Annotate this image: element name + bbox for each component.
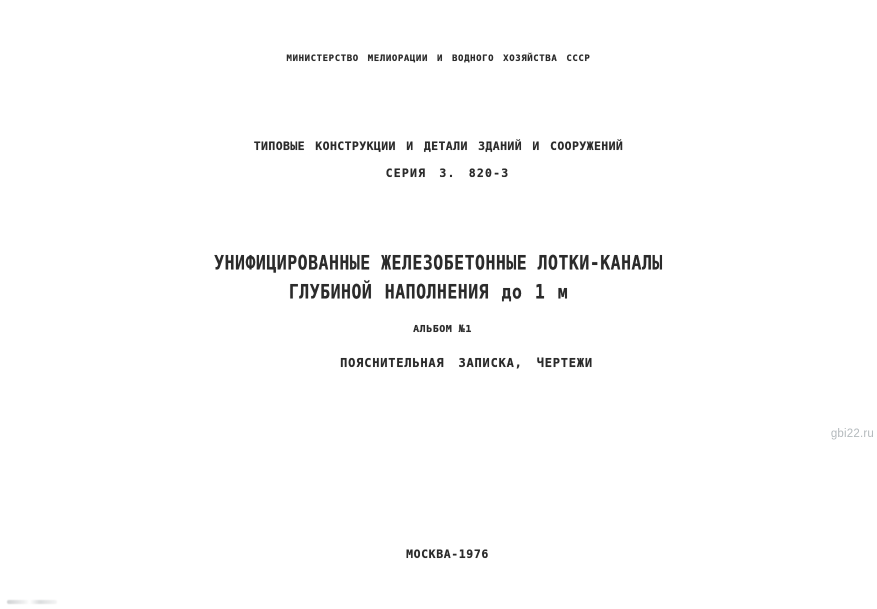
series-number: СЕРИЯ 3. 820-3 (385, 166, 510, 180)
document-subtitle: ПОЯСНИТЕЛЬНАЯ ЗАПИСКА, ЧЕРТЕЖИ (340, 356, 593, 370)
ministry-header: МИНИСТЕРСТВО МЕЛИОРАЦИИ И ВОДНОГО ХОЗЯЙСТВА СССР (286, 54, 591, 64)
document-title-line-2: ГЛУБИНОЙ НАПОЛНЕНИЯ до 1 м (288, 281, 569, 304)
album-number: АЛЬБОМ №1 (413, 324, 472, 335)
city-year-footer: МОСКВА-1976 (406, 547, 489, 561)
scan-smudge-artifact (7, 600, 57, 604)
site-watermark: gbi22.ru (830, 428, 874, 440)
document-title-line-1: УНИФИЦИРОВАННЫЕ ЖЕЛЕЗОБЕТОННЫЕ ЛОТКИ-КАНАЛЫ (214, 252, 663, 275)
series-description: ТИПОВЫЕ КОНСТРУКЦИИ И ДЕТАЛИ ЗДАНИЙ И СООРУЖЕНИЙ (253, 139, 624, 153)
